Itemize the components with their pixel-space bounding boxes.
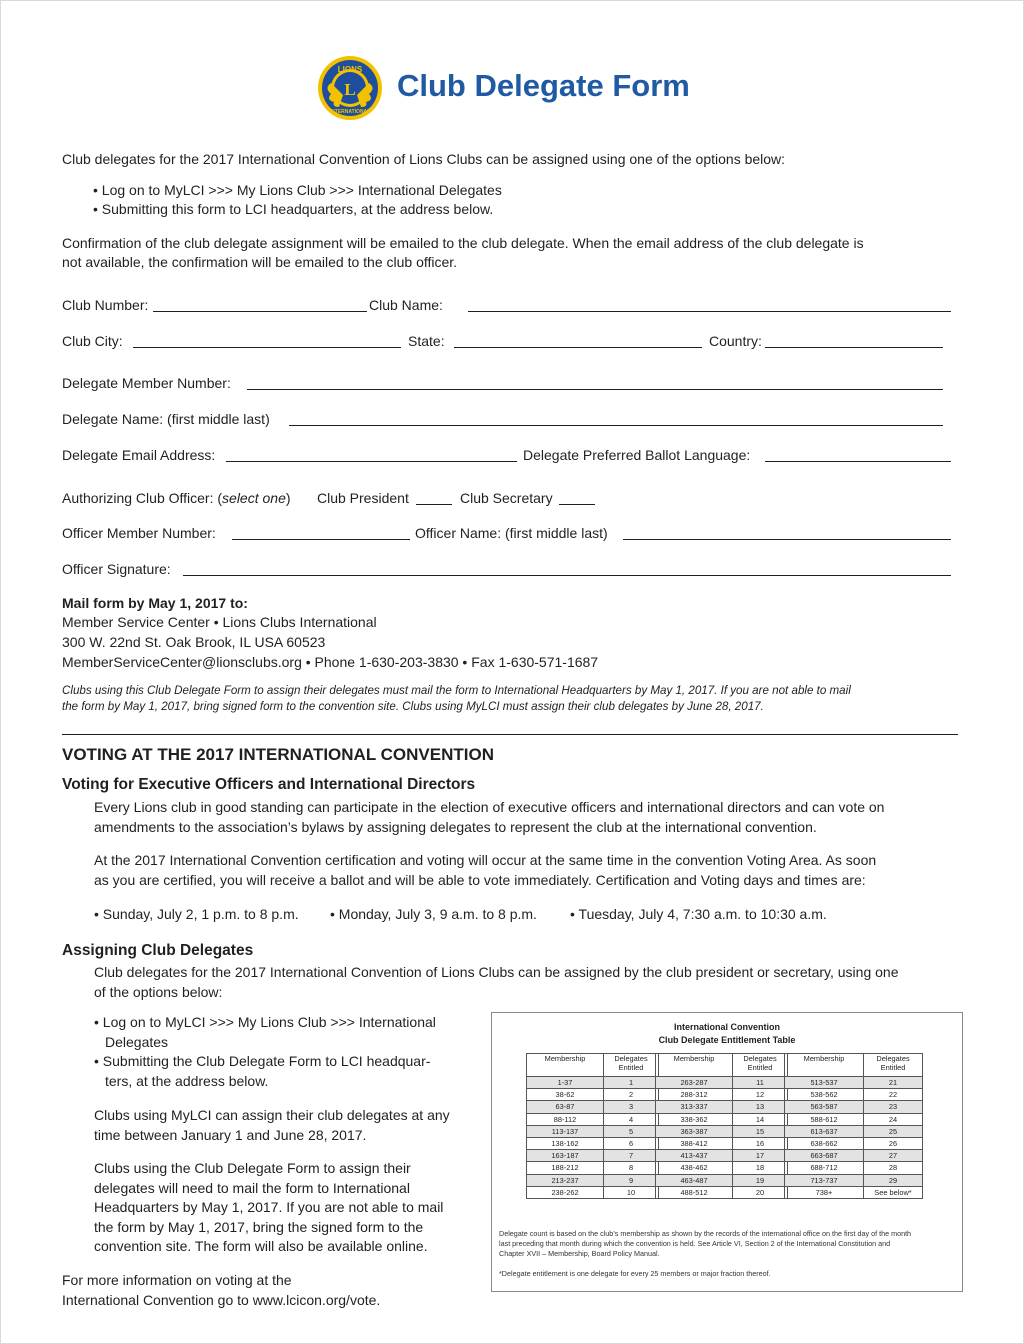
officer-name-field[interactable]	[623, 524, 951, 540]
intro-bullet-form: • Submitting this form to LCI headquarters, at the address below.	[93, 201, 494, 217]
table-row	[656, 1113, 788, 1125]
confirmation-line-2: not available, the confirmation will be emailed to the club officer.	[62, 254, 458, 270]
delegates-entitled-cell: 2	[604, 1089, 659, 1101]
membership-range-cell: 688-712	[785, 1162, 864, 1174]
club-secretary-field[interactable]	[559, 489, 595, 505]
membership-range-cell: 163-187	[527, 1150, 604, 1162]
club-name-label: Club Name:	[369, 297, 443, 313]
delegates-entitled-cell: 21	[864, 1077, 923, 1089]
delegates-entitled-cell: 22	[864, 1089, 923, 1101]
more-info-1: For more information on voting at the	[62, 1272, 292, 1288]
delegates-entitled-cell: 4	[604, 1113, 659, 1125]
delegate-member-number-field[interactable]	[247, 374, 943, 390]
delegate-email-label: Delegate Email Address:	[62, 447, 216, 463]
membership-range-cell: 563-587	[785, 1101, 864, 1113]
membership-range-cell: 338-362	[656, 1113, 733, 1125]
table-row	[785, 1089, 923, 1101]
club-city-field[interactable]	[133, 332, 401, 348]
delegates-entitled-cell: 27	[864, 1150, 923, 1162]
delegates-entitled-cell: 15	[733, 1125, 788, 1137]
membership-range-cell: 638-662	[785, 1137, 864, 1149]
membership-range-cell: 138-162	[527, 1137, 604, 1149]
entitlement-header-row	[785, 1054, 923, 1077]
table-row	[527, 1162, 659, 1174]
entitlement-table-3	[784, 1053, 923, 1199]
table-row	[785, 1125, 923, 1137]
voting-p2-line-1: At the 2017 International Convention certification and voting will occur at the same time in the convention Voting Area. As soon	[94, 852, 877, 868]
membership-range-cell: 538-562	[785, 1089, 864, 1101]
entitlement-table-box	[491, 1012, 963, 1292]
membership-range-cell: 363-387	[656, 1125, 733, 1137]
delegates-entitled-cell: 8	[604, 1162, 659, 1174]
delegates-entitled-cell: 7	[604, 1150, 659, 1162]
assign-bullet-mylci: • Log on to MyLCI >>> My Lions Club >>> International	[94, 1014, 436, 1030]
entitlement-title-2: Club Delegate Entitlement Table	[658, 1035, 796, 1045]
table-row	[656, 1125, 788, 1137]
logo-letter: L	[344, 80, 356, 99]
table-row	[527, 1101, 659, 1113]
membership-range-cell: 88-112	[527, 1113, 604, 1125]
delegate-name-label: Delegate Name: (first middle last)	[62, 411, 270, 427]
table-row	[785, 1150, 923, 1162]
authorizing-officer-label: Authorizing Club Officer: (select one)	[62, 490, 291, 506]
form-timing-3: Headquarters by May 1, 2017. If you are not able to mail	[94, 1199, 444, 1215]
form-timing-1: Clubs using the Club Delegate Form to assign their	[94, 1160, 411, 1176]
membership-range-cell: 213-237	[527, 1174, 604, 1186]
logo-bottom-text: INTERNATIONAL	[329, 109, 371, 115]
membership-range-cell: 588-612	[785, 1113, 864, 1125]
lions-logo	[317, 55, 383, 121]
table-row	[785, 1162, 923, 1174]
table-row	[527, 1077, 659, 1089]
table-row	[785, 1101, 923, 1113]
assigning-p-line-2: of the options below:	[94, 984, 223, 1000]
logo-top-text: LIONS	[337, 65, 363, 74]
delegates-entitled-cell: 14	[733, 1113, 788, 1125]
voting-p2-line-2: as you are certified, you will receive a ballot and will be able to vote immediately. Certification and Voting days and times are:	[94, 872, 866, 888]
mail-line-3: MemberServiceCenter@lionsclubs.org • Phone 1-630-203-3830 • Fax 1-630-571-1687	[62, 654, 599, 670]
table-row	[785, 1113, 923, 1125]
ballot-language-label: Delegate Preferred Ballot Language:	[523, 447, 751, 463]
entitlement-header-row	[656, 1054, 788, 1077]
club-secretary-label: Club Secretary	[460, 490, 553, 506]
membership-column-header: Membership	[527, 1054, 604, 1077]
delegates-entitled-cell: 25	[864, 1125, 923, 1137]
entitlement-table-2	[655, 1053, 788, 1199]
assign-bullet-mylci-cont: Delegates	[105, 1034, 169, 1050]
assigning-p-line-1: Club delegates for the 2017 International Convention of Lions Clubs can be assigned by the club president or secretary, using one	[94, 964, 899, 980]
form-timing-5: convention site. The form will also be available online.	[94, 1238, 428, 1254]
assigning-subheading: Assigning Club Delegates	[62, 942, 254, 959]
delegates-entitled-cell: 12	[733, 1089, 788, 1101]
club-president-field[interactable]	[416, 489, 452, 505]
entitlement-header-row	[527, 1054, 659, 1077]
officer-name-label: Officer Name: (first middle last)	[415, 525, 608, 541]
delegates-entitled-column-header: Delegates Entitled	[733, 1054, 788, 1077]
country-label: Country:	[709, 333, 762, 349]
entitlement-note-2: last preceding that month during which the convention is held. See Article VI, Section 2 of the International Constitution and	[499, 1239, 891, 1248]
membership-range-cell: 263-287	[656, 1077, 733, 1089]
membership-range-cell: 1-37	[527, 1077, 604, 1089]
entitlement-note-3: Chapter XVII – Membership, Board Policy Manual.	[499, 1249, 660, 1258]
voting-day-sunday: • Sunday, July 2, 1 p.m. to 8 p.m.	[94, 906, 299, 922]
entitlement-note-4: *Delegate entitlement is one delegate for every 25 members or major fraction thereof.	[499, 1269, 771, 1278]
mylci-timing-1: Clubs using MyLCI can assign their club delegates at any	[94, 1107, 450, 1123]
membership-range-cell: 288-312	[656, 1089, 733, 1101]
club-city-label: Club City:	[62, 333, 123, 349]
voting-heading: VOTING AT THE 2017 INTERNATIONAL CONVENTION	[62, 745, 494, 764]
delegate-email-field[interactable]	[226, 446, 517, 462]
delegates-entitled-cell: 26	[864, 1137, 923, 1149]
table-row	[527, 1137, 659, 1149]
assign-bullet-form: • Submitting the Club Delegate Form to LCI headquar-	[94, 1053, 431, 1069]
voting-day-monday: • Monday, July 3, 9 a.m. to 8 p.m.	[330, 906, 537, 922]
table-row	[527, 1113, 659, 1125]
delegates-entitled-cell: 6	[604, 1137, 659, 1149]
mail-line-1: Member Service Center • Lions Clubs International	[62, 614, 377, 630]
table-row	[656, 1137, 788, 1149]
table-row	[656, 1186, 788, 1198]
delegates-entitled-cell: 24	[864, 1113, 923, 1125]
table-row	[527, 1174, 659, 1186]
intro-bullet-mylci: • Log on to MyLCI >>> My Lions Club >>> International Delegates	[93, 182, 502, 198]
membership-range-cell: 113-137	[527, 1125, 604, 1137]
table-row	[527, 1186, 659, 1198]
membership-range-cell: 313-337	[656, 1101, 733, 1113]
form-title: Club Delegate Form	[397, 68, 690, 103]
table-row	[785, 1186, 923, 1198]
membership-column-header: Membership	[785, 1054, 864, 1077]
membership-range-cell: 463-487	[656, 1174, 733, 1186]
intro-paragraph: Club delegates for the 2017 International Convention of Lions Clubs can be assigned using one of the options below:	[62, 151, 786, 167]
officer-member-number-label: Officer Member Number:	[62, 525, 216, 541]
delegate-member-number-label: Delegate Member Number:	[62, 375, 231, 391]
mail-line-2: 300 W. 22nd St. Oak Brook, IL USA 60523	[62, 634, 326, 650]
membership-range-cell: 738+	[785, 1186, 864, 1198]
delegates-entitled-cell: 16	[733, 1137, 788, 1149]
table-row	[785, 1174, 923, 1186]
membership-range-cell: 613-637	[785, 1125, 864, 1137]
voting-day-tuesday: • Tuesday, July 4, 7:30 a.m. to 10:30 a.m.	[570, 906, 827, 922]
form-timing-2: delegates will need to mail the form to International	[94, 1180, 410, 1196]
delegate-name-field[interactable]	[289, 410, 943, 426]
officer-member-number-field[interactable]	[232, 524, 410, 540]
table-row	[527, 1150, 659, 1162]
delegates-entitled-cell: 20	[733, 1186, 788, 1198]
membership-range-cell: 413-437	[656, 1150, 733, 1162]
membership-range-cell: 488-512	[656, 1186, 733, 1198]
state-field[interactable]	[454, 332, 702, 348]
ballot-language-field[interactable]	[765, 446, 951, 462]
mail-note-1: Clubs using this Club Delegate Form to assign their delegates must mail the form to International Headquarters by May 1, 2017. If you are not able to mail	[62, 684, 851, 697]
delegates-entitled-cell: 23	[864, 1101, 923, 1113]
voting-p1-line-1: Every Lions club in good standing can participate in the election of executive officers and international directors and can vote on	[94, 799, 885, 815]
membership-range-cell: 388-412	[656, 1137, 733, 1149]
membership-range-cell: 513-537	[785, 1077, 864, 1089]
delegates-entitled-cell: 1	[604, 1077, 659, 1089]
table-row	[656, 1174, 788, 1186]
voting-p1-line-2: amendments to the association’s bylaws by assigning delegates to represent the club at the international convention.	[94, 819, 817, 835]
table-row	[527, 1089, 659, 1101]
delegates-entitled-cell: 10	[604, 1186, 659, 1198]
mylci-timing-2: time between January 1 and June 28, 2017.	[94, 1127, 367, 1143]
delegates-entitled-cell: 3	[604, 1101, 659, 1113]
club-president-label: Club President	[317, 490, 409, 506]
confirmation-line-1: Confirmation of the club delegate assignment will be emailed to the club delegate. When the email address of the club delegate is	[62, 235, 864, 251]
table-row	[527, 1125, 659, 1137]
table-row	[785, 1077, 923, 1089]
delegates-entitled-cell: 28	[864, 1162, 923, 1174]
club-number-label: Club Number:	[62, 297, 149, 313]
entitlement-table-1	[526, 1053, 659, 1199]
membership-range-cell: 63-87	[527, 1101, 604, 1113]
delegates-entitled-cell: 17	[733, 1150, 788, 1162]
table-row	[656, 1077, 788, 1089]
form-timing-4: the form by May 1, 2017, bring the signed form to the	[94, 1219, 424, 1235]
delegates-entitled-cell: 19	[733, 1174, 788, 1186]
table-row	[656, 1089, 788, 1101]
membership-range-cell: 663-687	[785, 1150, 864, 1162]
membership-range-cell: 188-212	[527, 1162, 604, 1174]
entitlement-note-1: Delegate count is based on the club’s membership as shown by the records of the international office on the first day of the month	[499, 1229, 912, 1238]
entitlement-title-1: International Convention	[673, 1022, 780, 1032]
table-row	[656, 1162, 788, 1174]
assign-bullet-form-cont: ters, at the address below.	[105, 1073, 269, 1089]
membership-range-cell: 38-62	[527, 1089, 604, 1101]
table-row	[656, 1150, 788, 1162]
membership-range-cell: 238-262	[527, 1186, 604, 1198]
voting-subheading-officers: Voting for Executive Officers and International Directors	[62, 776, 476, 793]
more-info-2: International Convention go to www.lcicon.org/vote.	[62, 1292, 381, 1308]
club-number-field[interactable]	[153, 296, 367, 312]
mail-heading: Mail form by May 1, 2017 to:	[62, 595, 248, 611]
delegates-entitled-cell: 29	[864, 1174, 923, 1186]
membership-range-cell: 438-462	[656, 1162, 733, 1174]
delegates-entitled-column-header: Delegates Entitled	[864, 1054, 923, 1077]
club-name-field[interactable]	[468, 296, 951, 312]
table-row	[656, 1101, 788, 1113]
delegates-entitled-cell: 9	[604, 1174, 659, 1186]
delegates-entitled-cell: 5	[604, 1125, 659, 1137]
officer-signature-field[interactable]	[183, 560, 951, 576]
membership-range-cell: 713-737	[785, 1174, 864, 1186]
delegates-entitled-cell: 13	[733, 1101, 788, 1113]
table-row	[785, 1137, 923, 1149]
membership-column-header: Membership	[656, 1054, 733, 1077]
delegates-entitled-cell: See below*	[864, 1186, 923, 1198]
state-label: State:	[408, 333, 445, 349]
mail-note-2: the form by May 1, 2017, bring signed form to the convention site. Clubs using MyLCI must assign their club delegates by June 28, 2017.	[62, 700, 764, 713]
country-field[interactable]	[765, 332, 943, 348]
officer-signature-label: Officer Signature:	[62, 561, 171, 577]
delegates-entitled-cell: 11	[733, 1077, 788, 1089]
delegates-entitled-cell: 18	[733, 1162, 788, 1174]
section-divider	[62, 734, 958, 735]
delegates-entitled-column-header: Delegates Entitled	[604, 1054, 659, 1077]
